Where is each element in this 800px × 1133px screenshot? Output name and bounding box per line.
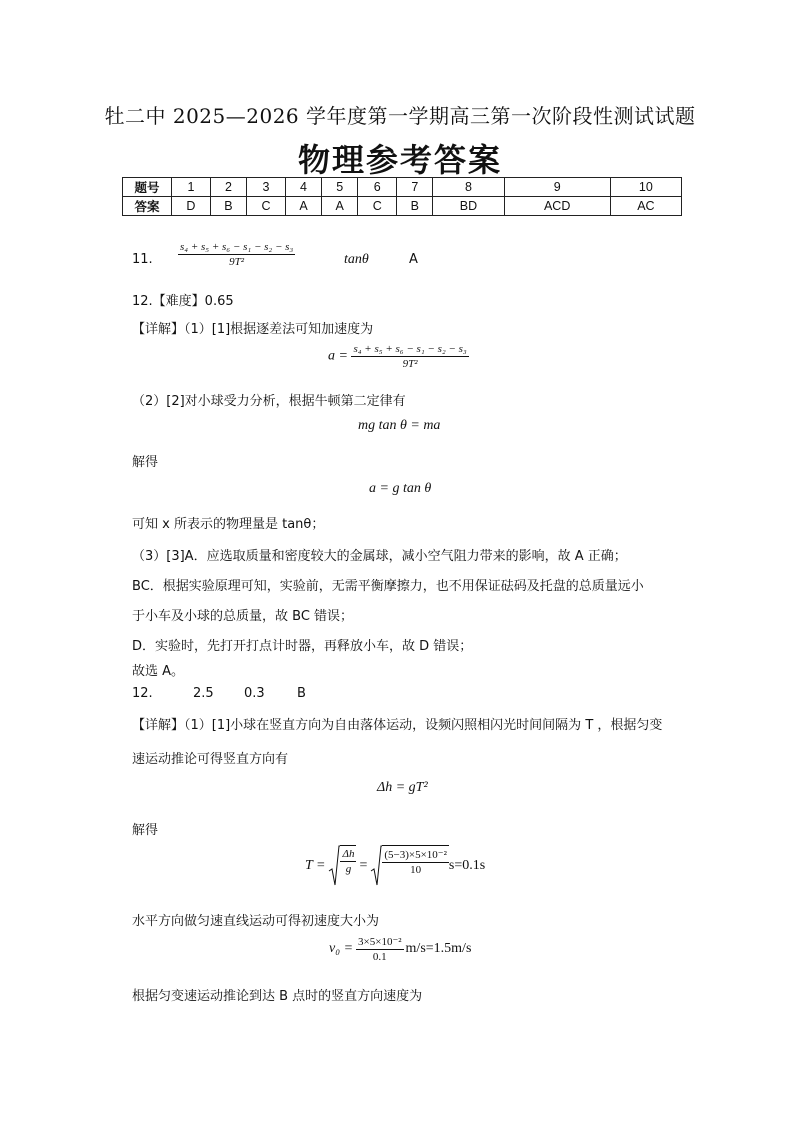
q12b-detail3: 水平方向做匀速直线运动可得初速度大小为	[132, 914, 380, 929]
q12b-eq2-inner-den: g	[345, 863, 352, 875]
q12a-conclusion: 可知 x 所表示的物理量是 tanθ；	[132, 517, 325, 532]
row-label: 题号	[123, 178, 172, 197]
q12a-detail5: 于小车及小球的总质量，故 BC 错误；	[132, 609, 354, 624]
q12b-detail4: 根据匀变速运动推论到达 B 点时的竖直方向速度为	[132, 989, 423, 1004]
row-label: 答案	[123, 197, 172, 216]
q12a-eq3: a = g tan θ	[369, 481, 432, 496]
q12a-eq1	[328, 343, 469, 370]
table-cell: 2	[210, 178, 246, 197]
q11-fraction-num: s₄ + s₅ + s₆ − s₁ − s₂ − s₃	[180, 241, 294, 253]
table-cell: C	[247, 197, 286, 216]
q12b-eq2-inner-num: Δh	[342, 848, 355, 860]
table-cell: AC	[610, 197, 681, 216]
q12b-number: 12.	[132, 686, 153, 701]
q11-fraction	[178, 241, 295, 268]
q12a-detail6: D．实验时，先打开打点计时器，再释放小车，故 D 错误；	[132, 639, 473, 654]
table-cell: B	[210, 197, 246, 216]
q11-answer2: tanθ	[344, 252, 369, 267]
q12b-eq2-mid-num: (5−3)×5×10⁻²	[384, 849, 447, 861]
sqrt-symbol-1	[328, 845, 356, 887]
table-cell: 5	[322, 178, 358, 197]
q12b-ans3: B	[297, 686, 306, 701]
q12b-eq3	[329, 935, 471, 963]
q12b-eq3-num: 3×5×10⁻²	[358, 936, 402, 948]
table-cell: 7	[397, 178, 433, 197]
q12b-detail1: 【详解】（1）[1]小球在竖直方向为自由落体运动，设频闪照相闪光时间间隔为 T ，根据匀变	[132, 718, 663, 733]
q12a-eq1-den: 9T²	[402, 358, 418, 370]
table-cell: D	[172, 197, 211, 216]
table-cell: 4	[285, 178, 321, 197]
q12b-eq1: Δh = gT²	[377, 780, 428, 795]
q12a-eq2: mg tan θ = ma	[358, 418, 441, 433]
radical-icon	[328, 845, 340, 887]
q12a-choose: 故选 A。	[132, 664, 185, 679]
page-subtitle: 物理参考答案	[297, 141, 502, 179]
table-cell: 3	[247, 178, 286, 197]
answer-table	[122, 177, 682, 216]
table-row	[123, 197, 682, 216]
q11-number: 11.	[132, 252, 153, 267]
q12b-eq2: T = $\frac{\Delta h}{g}$ = $\frac{\text{(5−3)×5×10⁻²}}{10}$ s=0.1s	[305, 845, 485, 887]
q12b-jiede: 解得	[132, 823, 159, 838]
table-cell: 10	[610, 178, 681, 197]
sqrt-symbol-2	[370, 845, 449, 887]
q12a-header: 12.【难度】0.65	[132, 294, 234, 309]
radical-icon	[370, 845, 382, 887]
q12b-eq3-lhs: v₀ =	[329, 941, 354, 956]
q12a-detail2: （2）[2]对小球受力分析，根据牛顿第二定律有	[132, 394, 406, 409]
q12a-eq1-lhs: a =	[328, 348, 348, 364]
table-cell: C	[358, 197, 397, 216]
q12a-detail4: BC．根据实验原理可知，实验前，无需平衡摩擦力，也不用保证砝码及托盘的总质量远小	[132, 579, 644, 594]
q12b-ans2: 0.3	[244, 686, 265, 701]
q12b-eq3-den: 0.1	[372, 951, 387, 963]
q12b-eq2-mid-den: 10	[410, 864, 422, 876]
table-cell: B	[397, 197, 433, 216]
table-cell: A	[322, 197, 358, 216]
table-cell: BD	[433, 197, 504, 216]
table-row	[123, 178, 682, 197]
q12b-eq2-result: s=0.1s	[448, 858, 486, 873]
q12b-eq3-result: m/s=1.5m/s	[405, 941, 472, 956]
q12b-ans1: 2.5	[193, 686, 214, 701]
q12b-detail2: 速运动推论可得竖直方向有	[132, 752, 289, 767]
table-cell: 1	[172, 178, 211, 197]
q11-answer3: A	[409, 252, 418, 267]
q12b-eq2-lhs: T =	[305, 858, 326, 873]
table-cell: 9	[504, 178, 610, 197]
table-cell: 8	[433, 178, 504, 197]
q11-fraction-den: 9T²	[229, 256, 245, 268]
table-cell: A	[285, 197, 321, 216]
q12a-detail1: 【详解】（1）[1]根据逐差法可知加速度为	[132, 322, 374, 337]
page-title: 牡二中 2025—2026 学年度第一学期高三第一次阶段性测试试题	[104, 104, 696, 128]
table-cell: ACD	[504, 197, 610, 216]
table-cell: 6	[358, 178, 397, 197]
q12a-jiede: 解得	[132, 455, 159, 470]
q12a-eq1-num: s₄ + s₅ + s₆ − s₁ − s₂ − s₃	[353, 343, 467, 355]
q12a-detail3: （3）[3]A．应选取质量和密度较大的金属球，减小空气阻力带来的影响，故 A 正确；	[132, 549, 627, 564]
